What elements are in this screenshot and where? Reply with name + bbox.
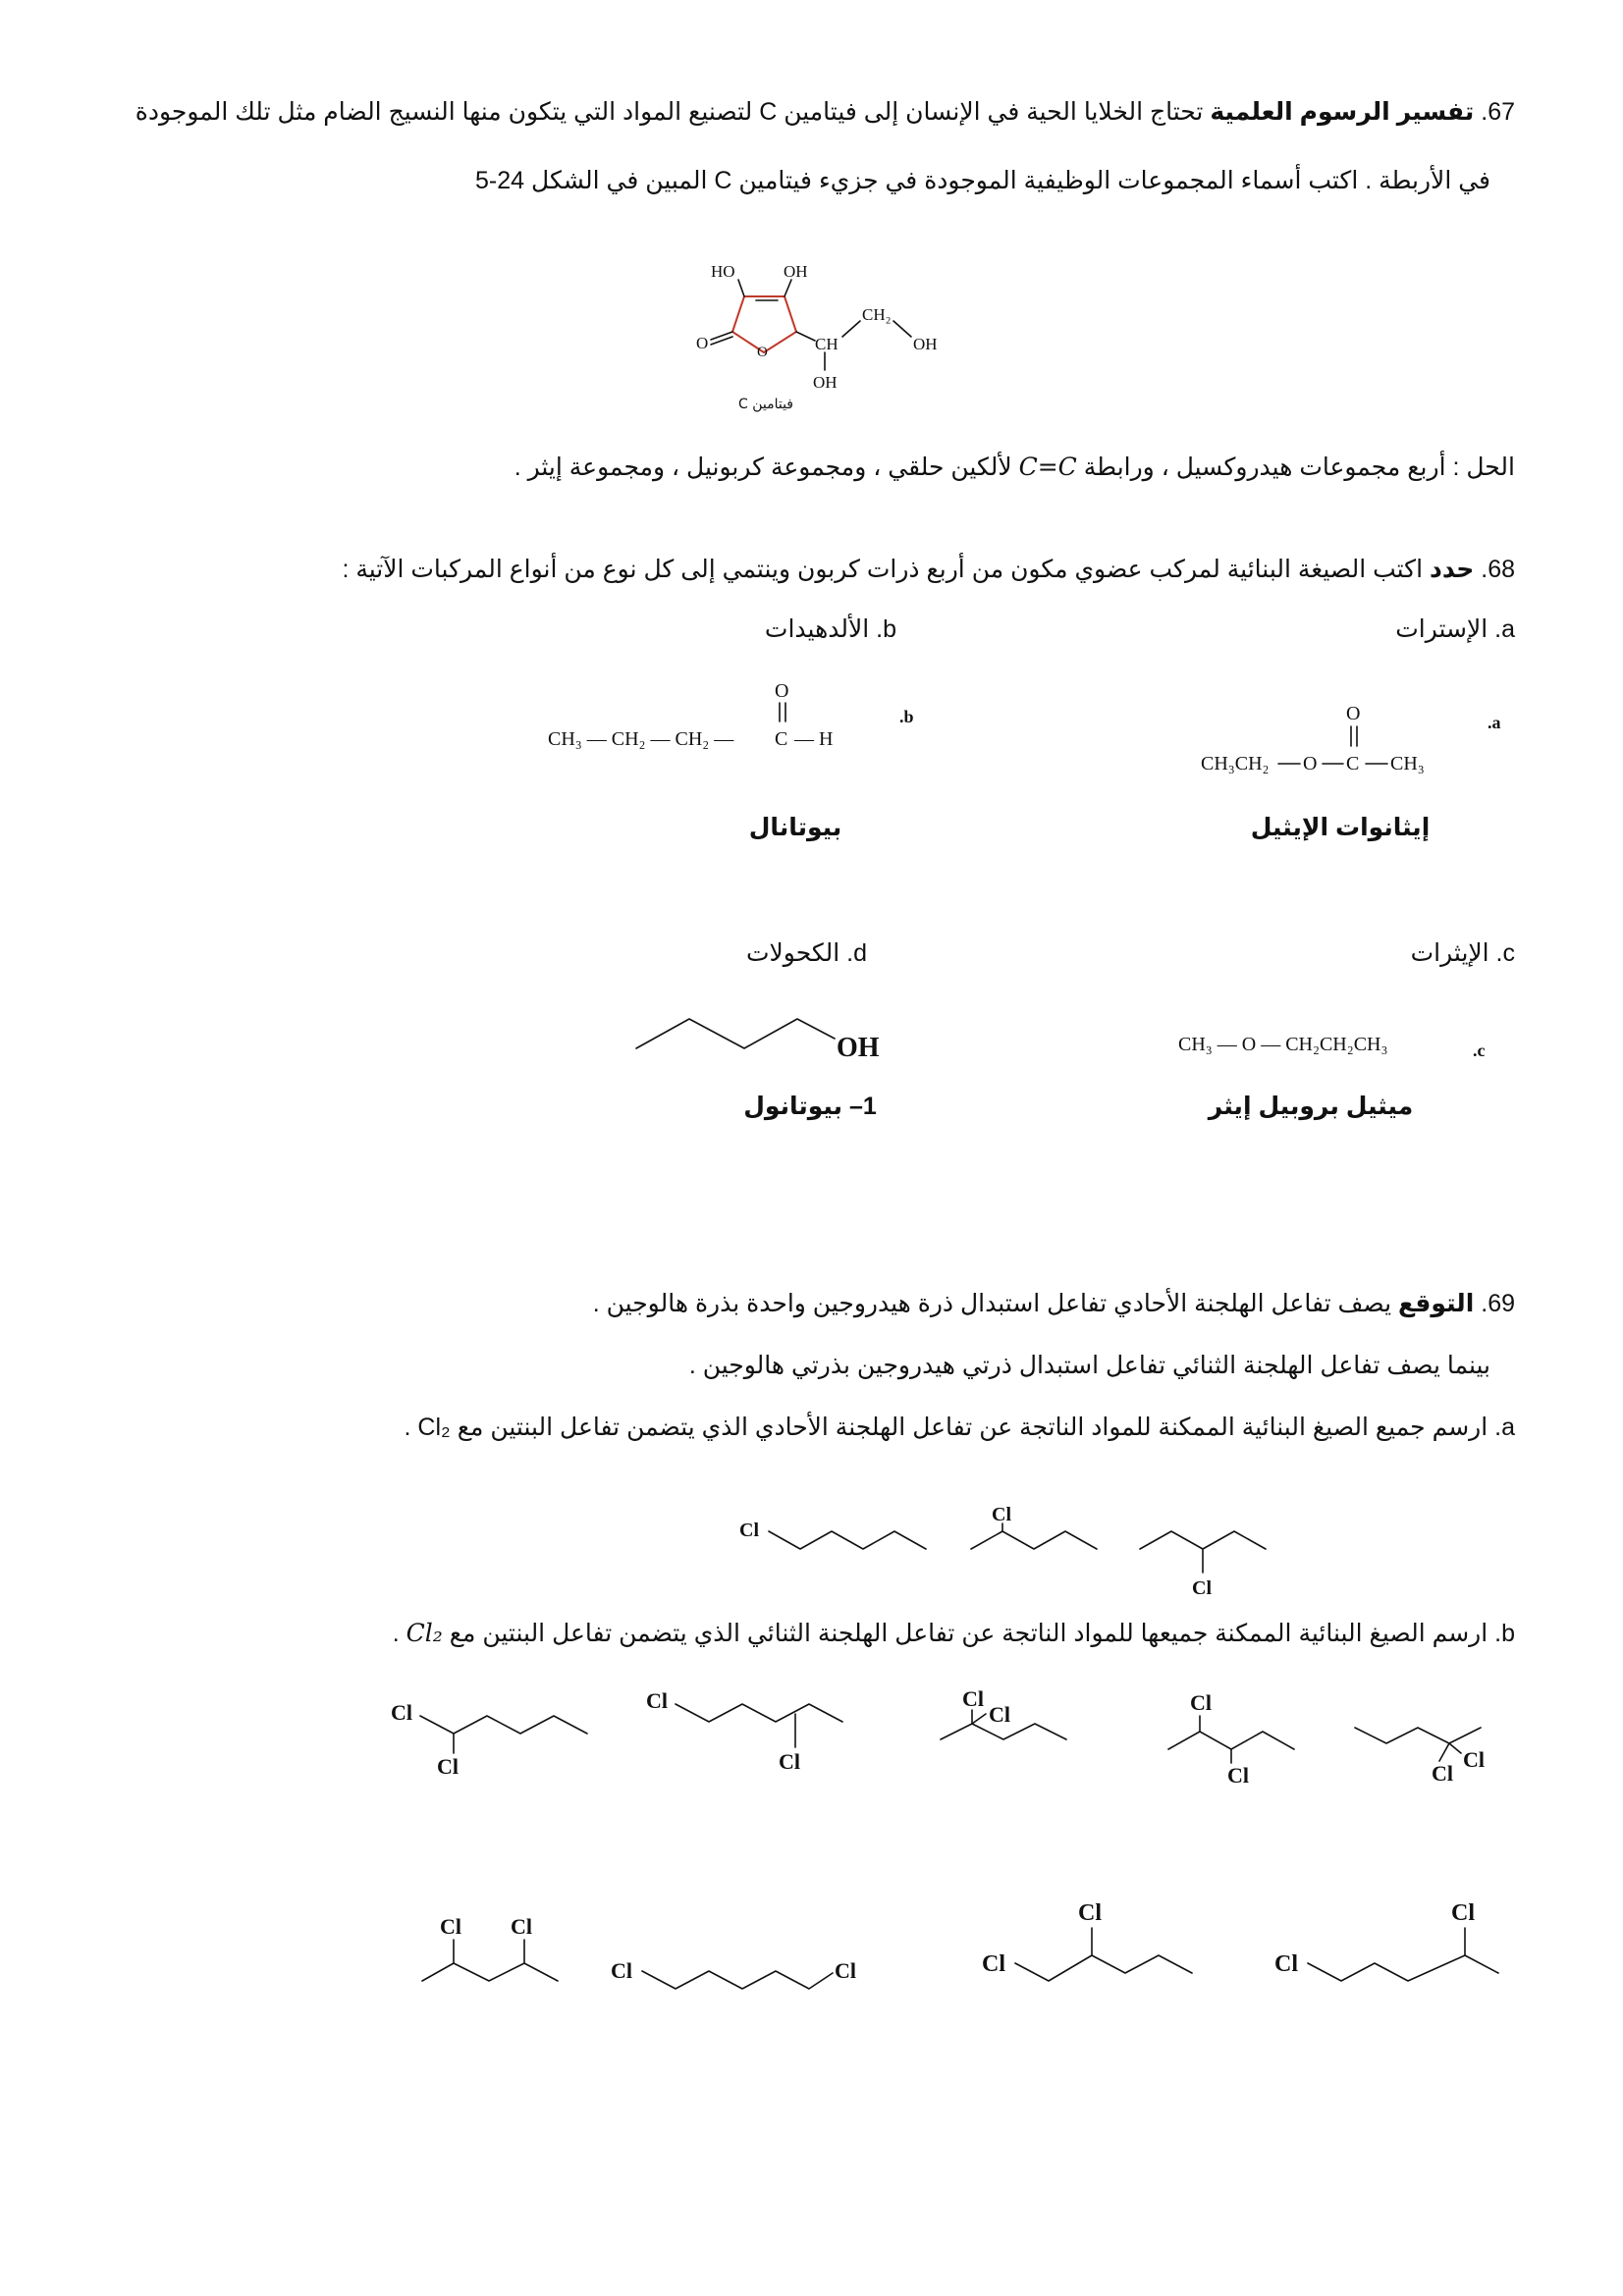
monochloro-structures xyxy=(731,1502,1281,1610)
q69-number: 69. xyxy=(1481,1290,1515,1317)
chlorine-label: Cl xyxy=(1227,1763,1249,1788)
carbon-chain xyxy=(1015,1955,1192,1981)
carbon-chain xyxy=(420,1716,587,1734)
c-cl-bond xyxy=(1439,1743,1449,1761)
q69-part-b-text: b. ارسم الصيغ البنائية الممكنة جميعها للمواد الناتجة عن تفاعل الهلجنة الثنائي الذي يتضمن تفاعل البنتين مع xyxy=(449,1620,1515,1647)
c-cl-bond xyxy=(972,1714,986,1724)
q69-part-a: a. ارسم جميع الصيغ البنائية الممكنة للمواد الناتجة عن تفاعل الهلجنة الأحادي الذي يتضمن تفاعل البنتين مع Cl₂ . xyxy=(404,1414,1515,1441)
chlorine-label: Cl xyxy=(962,1686,984,1711)
butanol-structure xyxy=(628,1001,913,1080)
q69-line-2: بينما يصف تفاعل الهلجنة الثنائي تفاعل استبدال ذرتي هيدروجين بذرتي هالوجين . xyxy=(688,1352,1490,1379)
vitamin-c-structure xyxy=(687,250,972,422)
ester-o-atom: O xyxy=(1303,753,1318,774)
ester-carbonyl-o: O xyxy=(1346,703,1361,724)
q67-skill: تفسير الرسوم العلمية xyxy=(1210,98,1475,126)
1-3-dichloropentane-alt xyxy=(982,1900,1192,1981)
1-1-dichloropentane xyxy=(391,1700,587,1779)
q67-line-1 xyxy=(108,94,1515,130)
ethyl-ethanoate-name: إيثانوات الإيثيل xyxy=(1250,814,1431,841)
chlorine-label: Cl xyxy=(391,1700,412,1725)
methyl-propyl-ether-structure xyxy=(1168,1021,1512,1070)
q69-part-a-reagent: Cl₂ xyxy=(417,1414,451,1441)
vitamin-c-atom-label: OH xyxy=(784,262,808,281)
q68-part-a-label: a. الإسترات xyxy=(1395,615,1515,643)
carbon-chain xyxy=(422,1963,558,1981)
chlorine-label: Cl xyxy=(646,1688,668,1713)
part-b-marker: .b xyxy=(899,707,914,726)
vitamin-c-caption: فيتامين C xyxy=(737,397,793,412)
chlorine-label: Cl xyxy=(739,1520,759,1541)
2-2-dichloropentane xyxy=(941,1686,1066,1739)
aldehyde-carbonyl-o: O xyxy=(775,680,789,702)
ethyl-ethanoate-structure xyxy=(1193,697,1522,790)
vitamin-c-atom-label: OH xyxy=(913,335,938,353)
ester-c-atom: C xyxy=(1346,753,1360,774)
q67-number: 67. xyxy=(1481,98,1515,126)
part-c-marker: .c xyxy=(1473,1041,1486,1060)
vitamin-c-atom-label: O xyxy=(696,334,709,352)
q68-text: اكتب الصيغة البنائية لمركب عضوي مكون من أربع ذرات كربون وينتمي إلى كل نوع من أنواع المركبات الآتية : xyxy=(342,556,1424,583)
carbon-chain xyxy=(1168,1732,1294,1749)
aldehyde-formula-right: — H xyxy=(789,728,834,750)
q69-skill: التوقع xyxy=(1397,1290,1475,1317)
chlorine-label: Cl xyxy=(1190,1690,1212,1715)
butanol-oh-group: OH xyxy=(837,1033,880,1063)
ester-formula-left: CH₃CH₂ xyxy=(1201,753,1270,774)
q68-skill: حدد xyxy=(1429,556,1475,583)
chlorine-label: Cl xyxy=(611,1958,632,1983)
chlorine-label: Cl xyxy=(989,1702,1010,1727)
q67-line-2: في الأربطة . اكتب أسماء المجموعات الوظيفية الموجودة في جزيء فيتامين C المبين في الشكل 24-5 xyxy=(475,167,1490,194)
q69-part-b-reagent: Cl₂ xyxy=(406,1619,443,1647)
ester-formula-right: CH₃ xyxy=(1390,753,1425,774)
chlorine-label: Cl xyxy=(1451,1900,1475,1926)
q68-part-b-label: b. الألدهيدات xyxy=(764,615,896,643)
2-chloropentane xyxy=(971,1504,1097,1549)
q69-line-1 xyxy=(108,1286,1515,1321)
chlorine-label: Cl xyxy=(1078,1900,1102,1926)
vitamin-c-bond xyxy=(784,280,791,296)
aldehyde-c-atom: C xyxy=(775,728,788,750)
part-a-marker: .a xyxy=(1488,713,1501,732)
vitamin-c-bond xyxy=(893,321,911,337)
q67-answer-math: C=C xyxy=(1018,453,1077,481)
chlorine-label: Cl xyxy=(992,1504,1011,1525)
vitamin-c-bond xyxy=(796,332,815,341)
vitamin-c-atom-label: HO xyxy=(711,262,735,281)
chlorine-label: Cl xyxy=(779,1749,800,1774)
q69-text-1: يصف تفاعل الهلجنة الأحادي تفاعل استبدال ذرة هيدروجين واحدة بذرة هالوجين . xyxy=(592,1290,1392,1317)
carbon-chain xyxy=(642,1971,833,1989)
vitamin-c-bond xyxy=(738,280,744,296)
3-chloropentane xyxy=(1140,1531,1266,1599)
1-3-dichloropentane xyxy=(646,1688,842,1774)
carbon-chain xyxy=(1308,1955,1498,1981)
chlorine-label: Cl xyxy=(1274,1951,1298,1977)
carbon-chain xyxy=(769,1531,926,1549)
1-5-dichloropentane xyxy=(611,1958,856,1989)
vitamin-c-atom-label: OH xyxy=(813,373,838,392)
carbon-chain xyxy=(676,1704,842,1722)
q69-part-b: b. ارسم الصيغ البنائية الممكنة جميعها للمواد الناتجة عن تفاعل الهلجنة الثنائي الذي يتضمن تفاعل البنتين مع Cl₂ . xyxy=(392,1619,1515,1647)
aldehyde-formula-left: CH₃ — CH₂ — CH₂ — xyxy=(548,728,739,750)
2-4-dichloropentane xyxy=(422,1914,558,1981)
4-4-dichloropentane xyxy=(1355,1728,1485,1786)
q69-part-a-text: a. ارسم جميع الصيغ البنائية الممكنة للمواد الناتجة عن تفاعل الهلجنة الأحادي الذي يتضمن تفاعل البنتين مع xyxy=(457,1414,1515,1441)
vitamin-c-atom-label: O xyxy=(757,345,768,360)
q67-answer-post: لألكين حلقي ، ومجموعة كربونيل ، ومجموعة إيثر . xyxy=(514,454,1012,481)
butanal-name: بيوتانال xyxy=(748,814,842,841)
chlorine-label: Cl xyxy=(440,1914,461,1939)
1-4-dichloropentane xyxy=(1274,1900,1498,1981)
butanol-chain xyxy=(636,1019,835,1048)
chlorine-label: Cl xyxy=(835,1958,856,1983)
chlorine-label: Cl xyxy=(511,1914,532,1939)
q67-answer xyxy=(108,450,1515,485)
chlorine-label: Cl xyxy=(982,1951,1005,1977)
carbon-chain xyxy=(971,1531,1097,1549)
butanol-name: 1– بيوتانول xyxy=(743,1093,877,1120)
2-3-dichloropentane xyxy=(1168,1690,1294,1788)
dichloro-structures-row-1 xyxy=(383,1679,1542,1806)
chlorine-label: Cl xyxy=(437,1754,459,1779)
q68-line-1 xyxy=(108,552,1515,587)
vitamin-c-atom-label: CH₂ xyxy=(862,305,892,324)
q68-part-c-label: c. الإيثرات xyxy=(1410,939,1515,967)
chlorine-label: Cl xyxy=(1463,1747,1485,1772)
ether-formula: CH₃ — O — CH₂CH₂CH₃ xyxy=(1178,1034,1388,1055)
butanal-structure xyxy=(538,677,941,766)
q68-part-d-label: d. الكحولات xyxy=(745,939,867,967)
q67-answer-pre: الحل : أربع مجموعات هيدروكسيل ، ورابطة xyxy=(1083,454,1515,481)
c-cl-bond xyxy=(1449,1743,1461,1753)
methyl-propyl-ether-name: ميثيل بروبيل إيثر xyxy=(1208,1093,1414,1120)
vitamin-c-atom-label: CH xyxy=(815,335,839,353)
q68-number: 68. xyxy=(1481,556,1515,583)
carbon-chain xyxy=(1355,1728,1481,1743)
chlorine-label: Cl xyxy=(1432,1761,1453,1786)
q67-text-1: تحتاج الخلايا الحية في الإنسان إلى فيتامين C لتصنيع المواد التي يتكون منها النسيج الضام مثل تلك الموجودة xyxy=(135,98,1204,126)
1-chloropentane xyxy=(739,1520,926,1549)
vitamin-c-bond xyxy=(842,321,860,337)
chlorine-label: Cl xyxy=(1192,1577,1212,1599)
carbon-chain xyxy=(1140,1531,1266,1549)
dichloro-structures-row-2 xyxy=(403,1885,1522,2002)
